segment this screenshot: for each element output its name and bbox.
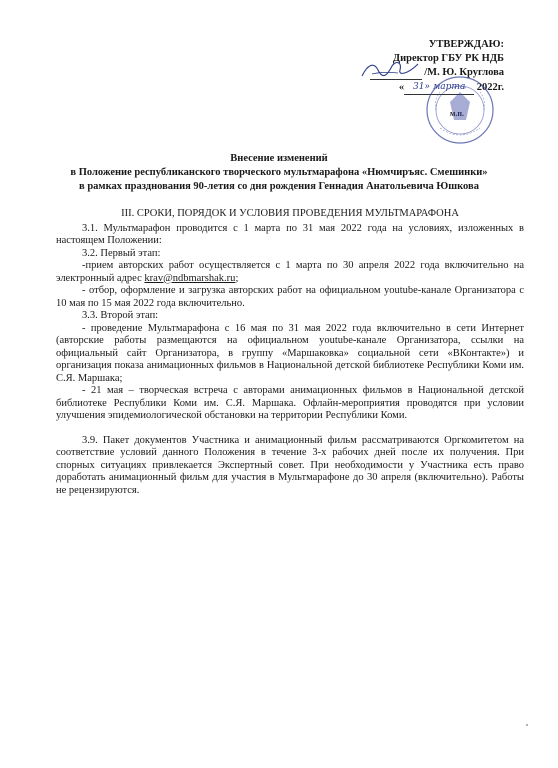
- approval-position: Директор ГБУ РК НДБ: [392, 53, 504, 64]
- paragraph-3-3b: - 21 мая – творческая встреча с авторами анимационных фильмов в Национальной детской библиотеке Республики Коми им. С.Я. Маршака. Офлайн-мероприятия проводятся при условии улучшения эпидемиологической обстановки на территории Республики Коми.: [56, 385, 524, 421]
- approval-date-open: «: [398, 82, 405, 93]
- paragraph-3-3a: - проведение Мультмарафона с 16 мая по 31 мая 2022 года включительно в сети Интернет (авторские работы размещаются на официальном youtube-канале Организатора, ссылки на официальный сайт Организатора, в группу «Маршаковка» социальной сети «ВКонтакте») и организация показа анимационных фильмов в Национальной детской библиотеке Республики Коми им. С.Я. Маршака;: [56, 322, 524, 384]
- approval-title: УТВЕРЖДАЮ:: [428, 39, 504, 50]
- spacer: [56, 423, 524, 435]
- paragraph-3-2a-text: -прием авторских работ осуществляется с 1 марта по 30 апреля 2022 года включительно на электронный адрес: [56, 260, 524, 284]
- title-line-3: в рамках празднования 90-летия со дня рождения Геннадия Анатольевича Юшкова: [79, 181, 479, 192]
- paragraph-3-2a-suffix: ;: [235, 272, 239, 284]
- email-link[interactable]: krav@ndbmarshak.ru: [144, 272, 236, 284]
- paragraph-3-2a: [56, 260, 524, 285]
- handwritten-signature-icon: [358, 56, 422, 82]
- document-body: [56, 208, 524, 497]
- approval-date-handwritten: 31» марта: [404, 80, 474, 95]
- approval-date-year: 2022г.: [476, 82, 504, 93]
- title-line-1: Внесение изменений: [230, 153, 328, 164]
- document-title: [40, 152, 518, 194]
- scan-speck: [526, 724, 528, 726]
- approval-name: /М. Ю. Круглова: [424, 67, 504, 78]
- paragraph-3-2: 3.2. Первый этап:: [82, 247, 161, 259]
- title-line-2: в Положение республиканского творческого мультмарафона «Нюмчиръяс. Смешинки»: [70, 167, 488, 178]
- section-heading: III. СРОКИ, ПОРЯДОК И УСЛОВИЯ ПРОВЕДЕНИЯ МУЛЬТМАРАФОНА: [121, 208, 459, 219]
- paragraph-3-2b: - отбор, оформление и загрузка авторских работ на официальном youtube-канале Организатора с 10 мая по 15 мая 2022 года включительно.: [56, 285, 524, 309]
- paragraph-3-9: 3.9. Пакет документов Участника и анимационный фильм рассматриваются Оргкомитетом на соответствие условий данного Положения в течение 3-х рабочих дней после их получения. При спорных ситуациях привлекается Экспертный совет. При необходимости у Участника есть право доработать анимационный фильм для участия в Мультмарафоне до 30 апреля (включительно). Работы не рецензируются.: [56, 434, 524, 496]
- seal-stamp-icon: [424, 74, 496, 146]
- paragraph-3-1: 3.1. Мультмарафон проводится с 1 марта по 31 мая 2022 года на условиях, изложенных в настоящем Положении:: [56, 222, 524, 246]
- seal-abbrev: м.п.: [449, 109, 464, 118]
- paragraph-3-3: 3.3. Второй этап:: [82, 310, 159, 321]
